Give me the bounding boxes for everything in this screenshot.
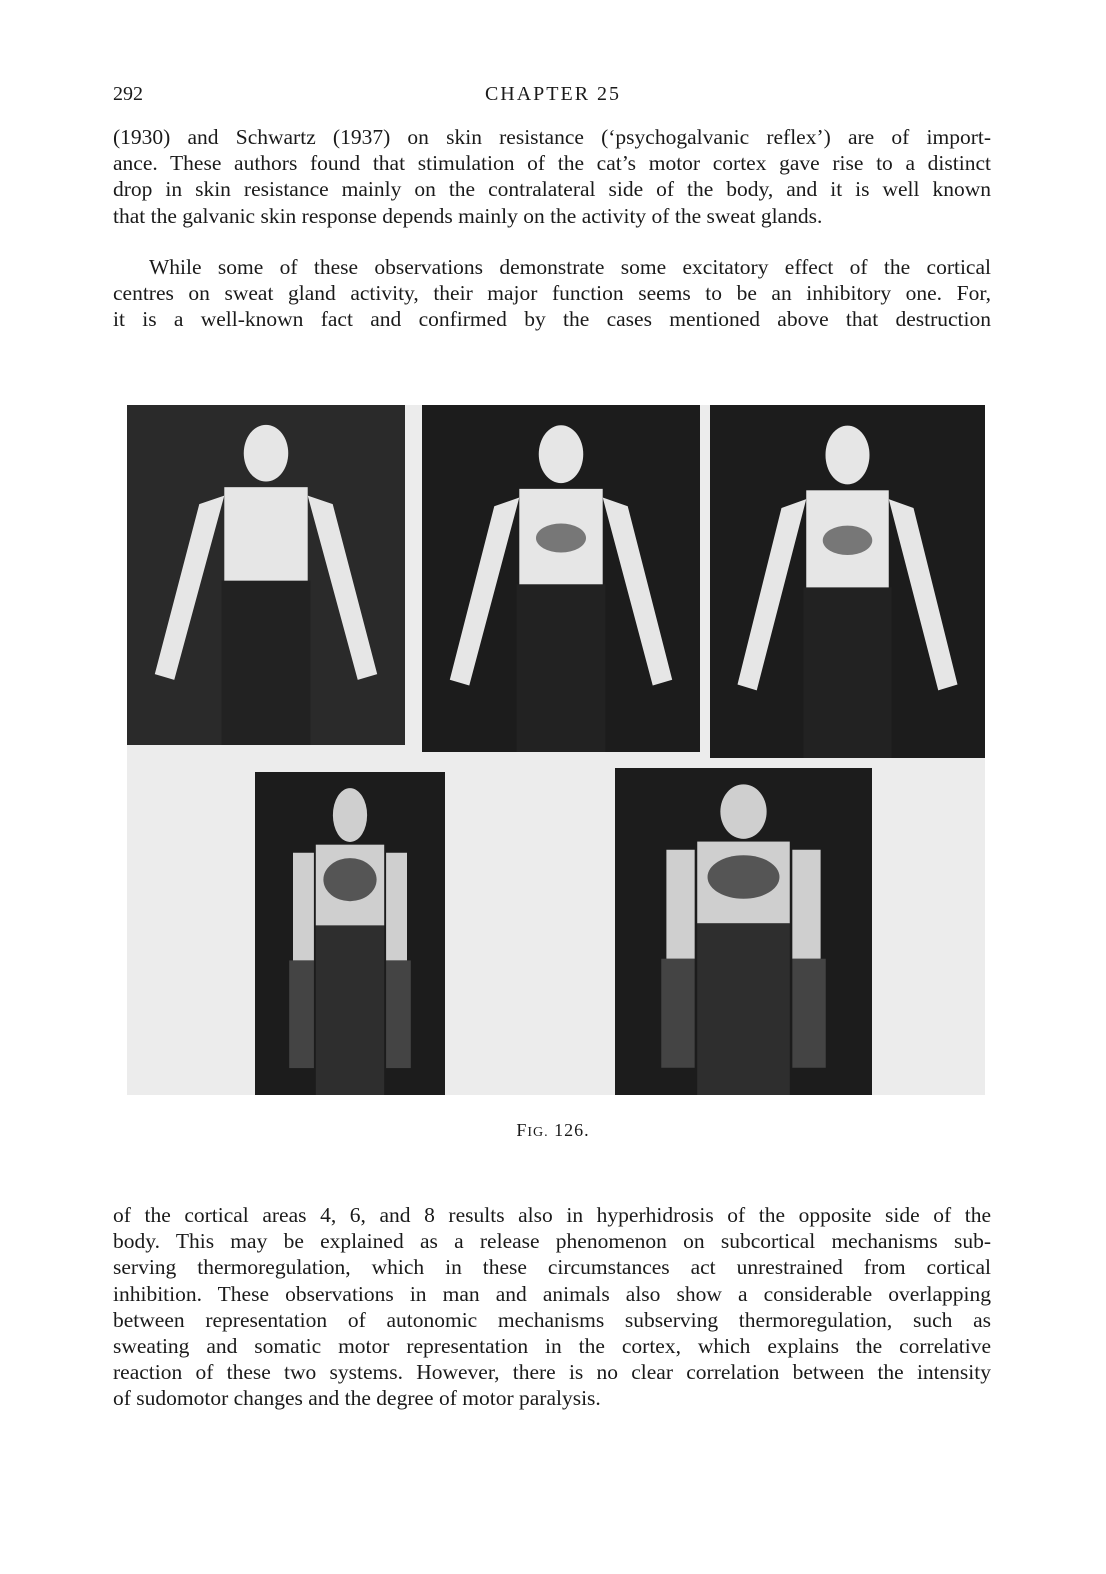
caption-number: 126. bbox=[554, 1120, 590, 1140]
text-line: drop in skin resistance mainly on the contralateral side of the body, and it is well known bbox=[113, 177, 991, 202]
text-line: reaction of these two systems. However, there is no clear correlation between the intensity bbox=[113, 1360, 991, 1385]
caption-smallcaps: IG. bbox=[527, 1125, 549, 1140]
paragraph-3 bbox=[113, 1202, 991, 1412]
figure-126-photographs bbox=[127, 405, 985, 1095]
text-line: sweating and somatic motor representation in the cortex, which explains the correlative bbox=[113, 1333, 991, 1358]
text-line: ance. These authors found that stimulation of the cat’s motor cortex gave rise to a distinct bbox=[113, 151, 991, 176]
figure-silhouette bbox=[127, 405, 405, 745]
running-head: CHAPTER 25 bbox=[484, 83, 622, 105]
photo-4 bbox=[255, 772, 445, 1095]
figure-silhouette bbox=[422, 405, 700, 752]
text-line: of the cortical areas 4, 6, and 8 results also in hyperhidrosis of the opposite side of the bbox=[113, 1203, 991, 1227]
paragraph-1 bbox=[113, 124, 991, 229]
text-line: between representation of autonomic mechanisms subserving thermoregulation, such as bbox=[113, 1307, 991, 1332]
paragraph-2 bbox=[113, 254, 991, 333]
caption-prefix: F bbox=[516, 1120, 528, 1140]
text-line: body. This may be explained as a release phenomenon on subcortical mechanisms sub- bbox=[113, 1229, 991, 1254]
photo-3 bbox=[710, 405, 985, 758]
text-line: (1930) and Schwartz (1937) on skin resistance (‘psychogalvanic reflex’) are of import- bbox=[113, 125, 991, 149]
figure-silhouette bbox=[255, 772, 445, 1095]
text-line: it is a well-known fact and confirmed by the cases mentioned above that destruction bbox=[113, 307, 991, 332]
photo-1 bbox=[127, 405, 405, 745]
photo-5 bbox=[615, 768, 872, 1095]
text-line: centres on sweat gland activity, their major function seems to be an inhibitory one. For, bbox=[113, 281, 991, 306]
page-number: 292 bbox=[113, 83, 143, 105]
figure-silhouette bbox=[615, 768, 872, 1095]
text-line: that the galvanic skin response depends mainly on the activity of the sweat glands. bbox=[113, 203, 823, 228]
text-line: of sudomotor changes and the degree of motor paralysis. bbox=[113, 1386, 601, 1411]
figure-silhouette bbox=[710, 405, 985, 758]
photo-2 bbox=[422, 405, 700, 752]
text-line: inhibition. These observations in man and animals also show a considerable overlapping bbox=[113, 1281, 991, 1306]
figure-caption bbox=[0, 1120, 1106, 1141]
text-line: While some of these observations demonstrate some excitatory effect of the cortical bbox=[149, 255, 991, 279]
text-line: serving thermoregulation, which in these circumstances act unrestrained from cortical bbox=[113, 1255, 991, 1280]
